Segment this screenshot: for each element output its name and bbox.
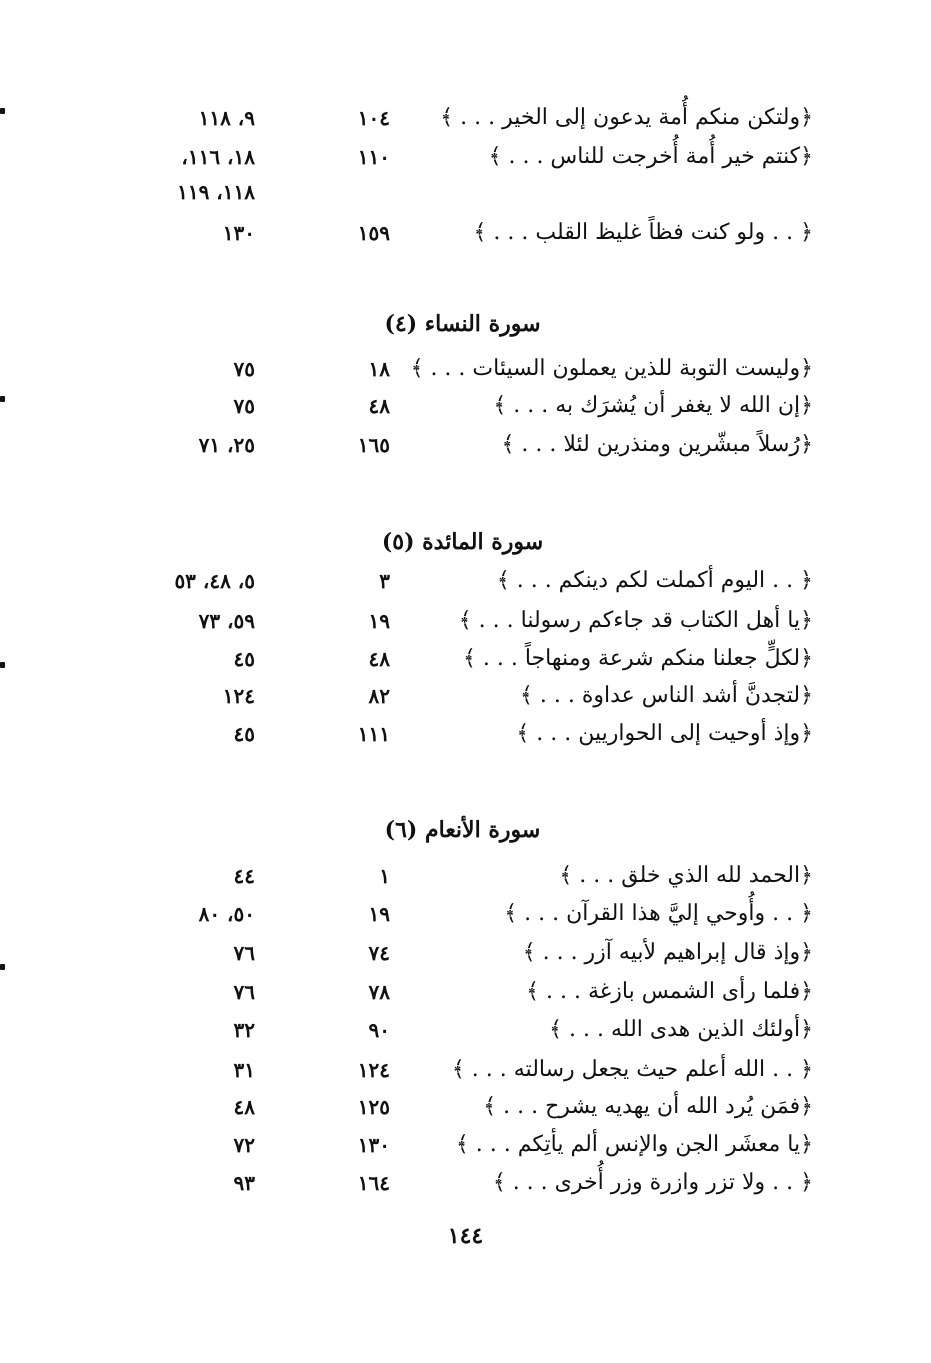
page-references: ٥، ٤٨، ٥٣ (174, 569, 255, 593)
verse-text: ﴿لتجدنَّ أشد الناس عداوة . . . ﴾ (519, 683, 813, 708)
verse-text: ﴿ . . وأُوحي إليَّ هذا القرآن . . . ﴾ (504, 901, 813, 926)
ayah-number: ١١٠ (357, 145, 390, 169)
verse-text: ﴿وإذ قال إبراهيم لأبيه آزر . . . ﴾ (522, 940, 813, 965)
verse-text: ﴿ . . اليوم أكملت لكم دينكم . . . ﴾ (496, 568, 813, 593)
page-references: ١٨، ١١٦، (181, 145, 255, 169)
verse-text: ﴿كنتم خير أُمة أُخرجت للناس . . . ﴾ (488, 144, 813, 169)
ayah-number: ١٨ (368, 357, 390, 381)
index-row (0, 139, 931, 175)
index-row (0, 215, 931, 251)
index-row (0, 174, 931, 210)
index-row (0, 388, 931, 424)
index-row (0, 716, 931, 752)
ayah-number: ١٢٤ (357, 1058, 390, 1082)
page-references: ٩، ١١٨ (198, 106, 255, 130)
scan-speck (0, 964, 5, 970)
page-number: ١٤٤ (447, 1223, 484, 1249)
page-references: ٣١ (233, 1058, 255, 1082)
index-row (0, 641, 931, 677)
ayah-number: ٧٨ (368, 980, 390, 1004)
scan-speck (0, 662, 5, 668)
ayah-number: ٧٤ (368, 941, 390, 965)
index-row (0, 427, 931, 463)
ayah-number: ١٥٩ (357, 221, 390, 245)
ayah-number: ٨٢ (368, 684, 390, 708)
index-row (0, 1127, 931, 1163)
verse-text: ﴿الحمد لله الذي خلق . . . ﴾ (559, 863, 813, 888)
index-row (0, 1089, 931, 1125)
index-row (0, 896, 931, 932)
index-row (0, 563, 931, 599)
page-references: ٢٥، ٧١ (198, 433, 255, 457)
index-row (0, 858, 931, 894)
page-references: ٧٦ (233, 980, 255, 1004)
verse-text: ﴿يا معشَر الجن والإنس ألم يأتِكم . . . ﴾ (455, 1132, 813, 1157)
verse-text: ﴿وليست التوبة للذين يعملون السيئات . . . ﴾ (410, 356, 813, 381)
verse-text: ﴿فمَن يُرد الله أن يهديه يشرح . . . ﴾ (483, 1094, 813, 1119)
ayah-number: ١٩ (368, 902, 390, 926)
page-references: ١٣٠ (222, 221, 255, 245)
ayah-number: ١٢٥ (357, 1095, 390, 1119)
ayah-number: ١٣٠ (357, 1133, 390, 1157)
page-references: ١١٨، ١١٩ (177, 180, 255, 204)
ayah-number: ١ (379, 864, 390, 888)
index-row (0, 935, 931, 971)
ayah-number: ٣ (379, 569, 390, 593)
index-row (0, 100, 931, 136)
surah-title: سورة الأنعام (٦) (384, 817, 541, 843)
verse-text: ﴿ . . الله أعلم حيث يجعل رسالته . . . ﴾ (451, 1057, 813, 1082)
ayah-number: ١٦٥ (357, 433, 390, 457)
page-references: ٤٤ (233, 864, 255, 888)
verse-text: ﴿أولئك الذين هدى الله . . . ﴾ (549, 1017, 813, 1042)
page-references: ٧٥ (233, 357, 255, 381)
verse-text: ﴿إن الله لا يغفر أن يُشرَك به . . . ﴾ (493, 393, 813, 418)
surah-heading (0, 524, 931, 560)
surah-heading (0, 306, 931, 342)
surah-heading (0, 812, 931, 848)
page-references: ٧٢ (233, 1133, 255, 1157)
ayah-number: ١٠٤ (357, 106, 390, 130)
page-references: ٧٥ (233, 394, 255, 418)
page-references: ٤٨ (233, 1095, 255, 1119)
index-row (0, 603, 931, 639)
verse-text: ﴿ . . ولو كنت فظاً غليظ القلب . . . ﴾ (473, 220, 813, 245)
page-references: ٤٥ (233, 647, 255, 671)
page-references: ٧٦ (233, 941, 255, 965)
index-row (0, 1052, 931, 1088)
verse-text: ﴿يا أهل الكتاب قد جاءكم رسولنا . . . ﴾ (458, 608, 813, 633)
index-row (0, 351, 931, 387)
verse-text: ﴿ . . ولا تزر وازرة وزر أُخرى . . . ﴾ (492, 1170, 813, 1195)
surah-title: سورة النساء (٤) (384, 311, 541, 337)
verse-text: ﴿وإذ أوحيت إلى الحواريين . . . ﴾ (516, 721, 813, 746)
scan-speck (0, 108, 5, 114)
page-references: ٩٣ (233, 1171, 255, 1195)
verse-text: ﴿فلما رأى الشمس بازغة . . . ﴾ (526, 979, 813, 1004)
index-row (0, 678, 931, 714)
verse-text: ﴿لكلٍّ جعلنا منكم شرعة ومنهاجاً . . . ﴾ (463, 646, 813, 671)
ayah-number: ٤٨ (368, 394, 390, 418)
page-references: ١٢٤ (222, 684, 255, 708)
page-references: ٣٢ (233, 1018, 255, 1042)
page-references: ٥٠، ٨٠ (198, 902, 255, 926)
page-references: ٥٩، ٧٣ (198, 609, 255, 633)
index-row (0, 1165, 931, 1201)
verse-text: ﴿رُسلاً مبشّرين ومنذرين لئلا . . . ﴾ (501, 432, 813, 457)
index-row (0, 1012, 931, 1048)
ayah-number: ٤٨ (368, 647, 390, 671)
scan-speck (0, 396, 5, 402)
page-references: ٤٥ (233, 722, 255, 746)
ayah-number: ١١١ (357, 722, 390, 746)
ayah-number: ٩٠ (368, 1018, 390, 1042)
index-row (0, 974, 931, 1010)
surah-title: سورة المائدة (٥) (381, 529, 544, 555)
verse-text: ﴿ولتكن منكم أُمة يدعون إلى الخير . . . ﴾ (440, 105, 813, 130)
ayah-number: ١٦٤ (357, 1171, 390, 1195)
ayah-number: ١٩ (368, 609, 390, 633)
